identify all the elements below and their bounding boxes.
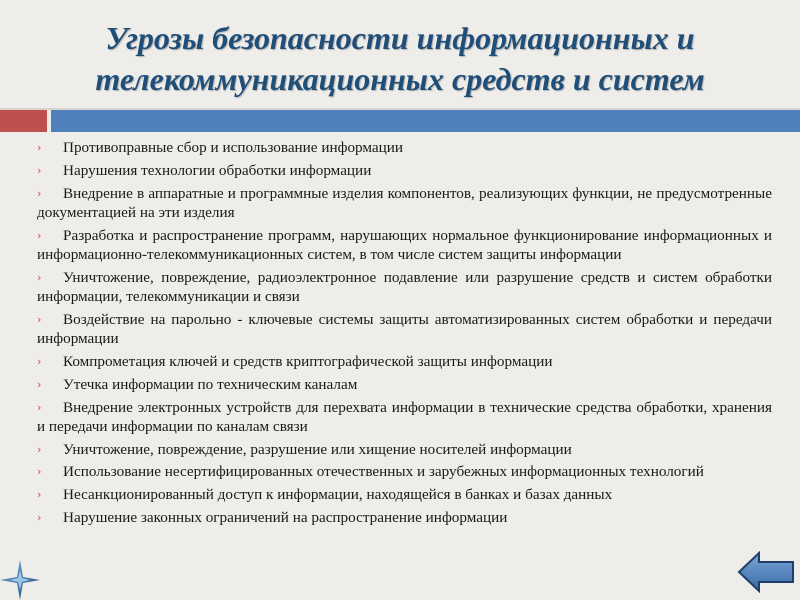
chevron-right-icon: › — [37, 228, 42, 242]
list-item — [37, 161, 772, 180]
chevron-right-icon: › — [37, 312, 42, 326]
chevron-right-icon: › — [37, 377, 42, 391]
header-accent-bar-blue — [51, 110, 800, 132]
list-item-text: Внедрение в аппаратные и программные изделия компонентов, реализующих функции, не предусмотренные документацией на эти изделия — [37, 184, 772, 221]
list-item — [37, 310, 772, 349]
list-item — [37, 352, 772, 371]
list-item — [37, 462, 772, 481]
header-accent-bar-red — [0, 110, 47, 132]
list-item — [37, 508, 772, 527]
chevron-right-icon: › — [37, 442, 42, 456]
list-item-text: Утечка информации по техническим каналам — [63, 375, 358, 393]
list-item — [37, 375, 772, 394]
list-item-text: Воздействие на парольно - ключевые системы защиты автоматизированных систем обработки и передачи информации — [37, 310, 772, 348]
chevron-right-icon: › — [37, 511, 42, 525]
threat-list — [37, 138, 772, 531]
list-item-text: Противоправные сбор и использование информации — [63, 139, 404, 156]
chevron-right-icon: › — [37, 163, 42, 177]
list-item — [37, 398, 772, 437]
list-item-text: Компрометация ключей и средств криптографической защиты информации — [63, 352, 553, 370]
chevron-right-icon: › — [37, 465, 42, 479]
chevron-right-icon: › — [37, 488, 42, 502]
chevron-right-icon: › — [37, 354, 42, 368]
list-item — [37, 485, 772, 504]
list-item-text: Нарушение законных ограничений на распространение информации — [63, 509, 508, 527]
list-item-text: Разработка и распространение программ, нарушающих нормальное функционирование информационных и информационно-телекоммуникационных систем, в том числе систем защиты информации — [37, 226, 772, 263]
list-item — [37, 184, 772, 223]
back-arrow-icon[interactable] — [737, 551, 795, 593]
list-item-text: Нарушения технологии обработки информации — [63, 161, 372, 179]
slide-title: Угрозы безопасности информационных и телекоммуникационных средств и систем — [95, 20, 705, 97]
chevron-right-icon: › — [37, 270, 42, 284]
list-item — [37, 440, 772, 459]
list-item-text: Несанкционированный доступ к информации, находящейся в банках и базах данных — [63, 486, 613, 504]
list-item-text: Уничтожение, повреждение, разрушение или хищение носителей информации — [63, 440, 572, 458]
compass-star-icon — [0, 560, 40, 600]
list-item — [37, 138, 772, 157]
list-item-text: Уничтожение, повреждение, радиоэлектронное подавление или разрушение средств и систем обработки информации, телекоммуникации и связи — [37, 268, 772, 306]
chevron-right-icon: › — [37, 141, 42, 154]
list-item — [37, 226, 772, 265]
list-item-text: Использование несертифицированных отечественных и зарубежных информационных технологий — [63, 463, 704, 481]
chevron-right-icon: › — [37, 186, 42, 200]
list-item-text: Внедрение электронных устройств для перехвата информации в технические средства обработки, хранения и передачи информации по каналам связи — [37, 398, 772, 435]
chevron-right-icon: › — [37, 400, 42, 414]
list-item — [37, 268, 772, 307]
